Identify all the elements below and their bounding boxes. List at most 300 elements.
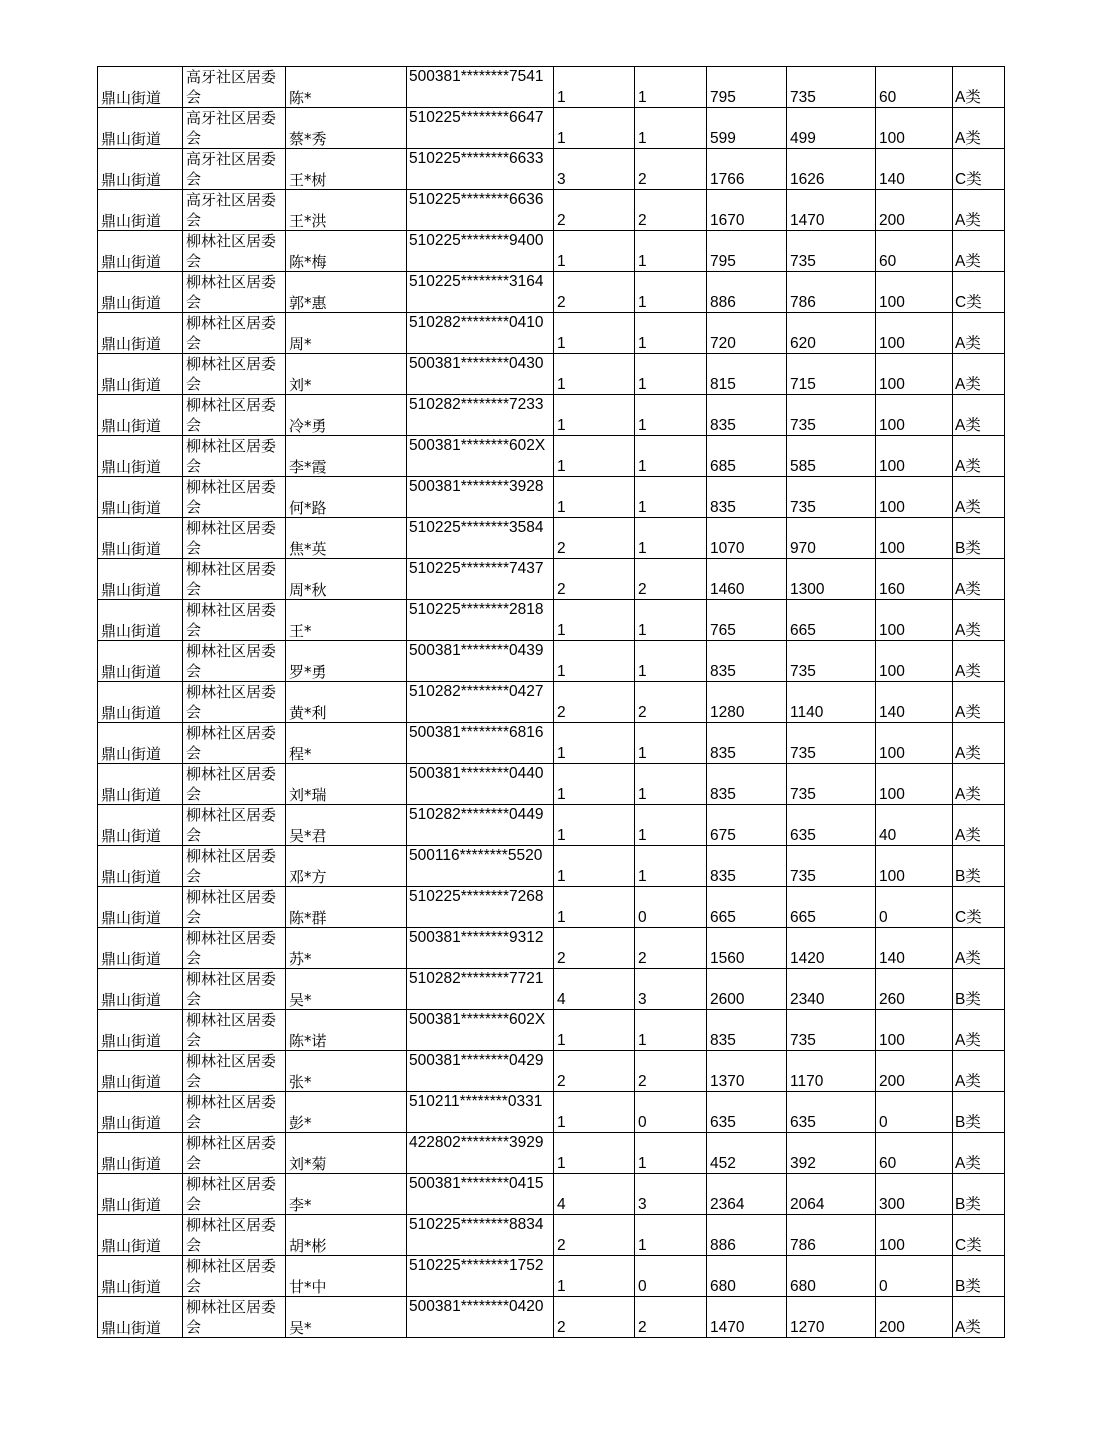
cell-community: 柳林社区居委会 xyxy=(183,395,286,436)
cell-members: 1 xyxy=(554,1010,635,1051)
cell-community: 柳林社区居委会 xyxy=(183,231,286,272)
cell-name: 张* xyxy=(286,1051,407,1092)
cell-members: 1 xyxy=(554,436,635,477)
cell-id: 510282********7721 xyxy=(407,969,554,1010)
cell-street: 鼎山街道 xyxy=(98,846,183,887)
cell-pay: 620 xyxy=(787,313,876,354)
cell-total: 835 xyxy=(707,395,787,436)
cell-total: 795 xyxy=(707,231,787,272)
cell-subsidy: 140 xyxy=(876,928,953,969)
cell-category: A类 xyxy=(953,1051,1005,1092)
cell-subsidy: 300 xyxy=(876,1174,953,1215)
cell-category: C类 xyxy=(953,272,1005,313)
cell-total: 835 xyxy=(707,764,787,805)
table-row xyxy=(98,395,1005,436)
table-row xyxy=(98,1092,1005,1133)
cell-street: 鼎山街道 xyxy=(98,1092,183,1133)
cell-id: 510225********3164 xyxy=(407,272,554,313)
cell-id: 500381********0429 xyxy=(407,1051,554,1092)
cell-insured: 3 xyxy=(635,969,707,1010)
table-row xyxy=(98,190,1005,231)
cell-street: 鼎山街道 xyxy=(98,969,183,1010)
cell-category: A类 xyxy=(953,108,1005,149)
cell-insured: 0 xyxy=(635,1256,707,1297)
cell-subsidy: 40 xyxy=(876,805,953,846)
cell-name: 罗*勇 xyxy=(286,641,407,682)
cell-name: 陈* xyxy=(286,67,407,108)
cell-community: 柳林社区居委会 xyxy=(183,1092,286,1133)
cell-total: 675 xyxy=(707,805,787,846)
cell-street: 鼎山街道 xyxy=(98,1133,183,1174)
cell-pay: 970 xyxy=(787,518,876,559)
cell-pay: 786 xyxy=(787,272,876,313)
cell-name: 甘*中 xyxy=(286,1256,407,1297)
cell-subsidy: 100 xyxy=(876,846,953,887)
cell-street: 鼎山街道 xyxy=(98,682,183,723)
cell-total: 635 xyxy=(707,1092,787,1133)
cell-pay: 715 xyxy=(787,354,876,395)
cell-total: 886 xyxy=(707,1215,787,1256)
cell-insured: 1 xyxy=(635,518,707,559)
cell-total: 1460 xyxy=(707,559,787,600)
cell-pay: 1270 xyxy=(787,1297,876,1338)
cell-id: 500381********0439 xyxy=(407,641,554,682)
cell-street: 鼎山街道 xyxy=(98,1256,183,1297)
cell-id: 500381********3928 xyxy=(407,477,554,518)
cell-category: A类 xyxy=(953,67,1005,108)
cell-community: 柳林社区居委会 xyxy=(183,846,286,887)
cell-total: 599 xyxy=(707,108,787,149)
table-row xyxy=(98,67,1005,108)
cell-community: 柳林社区居委会 xyxy=(183,969,286,1010)
cell-id: 510225********9400 xyxy=(407,231,554,272)
data-table xyxy=(97,66,1005,1338)
cell-id: 500381********0430 xyxy=(407,354,554,395)
cell-id: 510225********7268 xyxy=(407,887,554,928)
cell-community: 柳林社区居委会 xyxy=(183,559,286,600)
cell-members: 1 xyxy=(554,600,635,641)
cell-name: 陈*梅 xyxy=(286,231,407,272)
cell-insured: 1 xyxy=(635,67,707,108)
cell-id: 500116********5520 xyxy=(407,846,554,887)
cell-members: 1 xyxy=(554,395,635,436)
cell-name: 苏* xyxy=(286,928,407,969)
cell-members: 2 xyxy=(554,559,635,600)
cell-community: 柳林社区居委会 xyxy=(183,764,286,805)
cell-name: 邓*方 xyxy=(286,846,407,887)
cell-total: 886 xyxy=(707,272,787,313)
table-row xyxy=(98,887,1005,928)
cell-total: 835 xyxy=(707,1010,787,1051)
cell-street: 鼎山街道 xyxy=(98,887,183,928)
cell-category: A类 xyxy=(953,805,1005,846)
cell-total: 720 xyxy=(707,313,787,354)
cell-category: A类 xyxy=(953,1133,1005,1174)
cell-community: 柳林社区居委会 xyxy=(183,1051,286,1092)
cell-total: 1670 xyxy=(707,190,787,231)
cell-name: 陈*诺 xyxy=(286,1010,407,1051)
cell-members: 2 xyxy=(554,928,635,969)
cell-name: 刘*菊 xyxy=(286,1133,407,1174)
cell-street: 鼎山街道 xyxy=(98,723,183,764)
cell-pay: 499 xyxy=(787,108,876,149)
cell-id: 500381********602X xyxy=(407,436,554,477)
cell-name: 蔡*秀 xyxy=(286,108,407,149)
cell-insured: 1 xyxy=(635,805,707,846)
cell-community: 柳林社区居委会 xyxy=(183,1174,286,1215)
cell-community: 高牙社区居委会 xyxy=(183,190,286,231)
table-row xyxy=(98,928,1005,969)
cell-name: 何*路 xyxy=(286,477,407,518)
cell-total: 2600 xyxy=(707,969,787,1010)
cell-name: 周* xyxy=(286,313,407,354)
cell-community: 柳林社区居委会 xyxy=(183,354,286,395)
cell-total: 452 xyxy=(707,1133,787,1174)
cell-id: 500381********0420 xyxy=(407,1297,554,1338)
cell-pay: 392 xyxy=(787,1133,876,1174)
table-row xyxy=(98,149,1005,190)
cell-category: A类 xyxy=(953,928,1005,969)
cell-members: 1 xyxy=(554,108,635,149)
cell-street: 鼎山街道 xyxy=(98,395,183,436)
cell-name: 刘*瑞 xyxy=(286,764,407,805)
cell-name: 刘* xyxy=(286,354,407,395)
cell-insured: 2 xyxy=(635,928,707,969)
cell-subsidy: 100 xyxy=(876,764,953,805)
cell-members: 4 xyxy=(554,969,635,1010)
cell-total: 795 xyxy=(707,67,787,108)
cell-pay: 1170 xyxy=(787,1051,876,1092)
cell-category: B类 xyxy=(953,1174,1005,1215)
cell-members: 1 xyxy=(554,231,635,272)
cell-total: 1280 xyxy=(707,682,787,723)
cell-street: 鼎山街道 xyxy=(98,518,183,559)
cell-id: 500381********0415 xyxy=(407,1174,554,1215)
cell-id: 510282********0449 xyxy=(407,805,554,846)
cell-category: A类 xyxy=(953,723,1005,764)
cell-name: 王* xyxy=(286,600,407,641)
cell-subsidy: 100 xyxy=(876,600,953,641)
cell-category: A类 xyxy=(953,641,1005,682)
cell-id: 510282********0410 xyxy=(407,313,554,354)
cell-street: 鼎山街道 xyxy=(98,641,183,682)
cell-subsidy: 100 xyxy=(876,108,953,149)
cell-members: 1 xyxy=(554,846,635,887)
cell-id: 500381********0440 xyxy=(407,764,554,805)
cell-id: 510225********8834 xyxy=(407,1215,554,1256)
cell-members: 2 xyxy=(554,1297,635,1338)
cell-total: 680 xyxy=(707,1256,787,1297)
cell-id: 510225********7437 xyxy=(407,559,554,600)
table-row xyxy=(98,1174,1005,1215)
cell-community: 高牙社区居委会 xyxy=(183,149,286,190)
cell-members: 4 xyxy=(554,1174,635,1215)
cell-insured: 1 xyxy=(635,395,707,436)
cell-insured: 2 xyxy=(635,190,707,231)
cell-community: 高牙社区居委会 xyxy=(183,67,286,108)
cell-id: 510225********3584 xyxy=(407,518,554,559)
cell-category: A类 xyxy=(953,395,1005,436)
cell-pay: 1300 xyxy=(787,559,876,600)
cell-subsidy: 100 xyxy=(876,723,953,764)
cell-id: 510282********0427 xyxy=(407,682,554,723)
cell-street: 鼎山街道 xyxy=(98,313,183,354)
cell-category: A类 xyxy=(953,1010,1005,1051)
cell-community: 柳林社区居委会 xyxy=(183,887,286,928)
cell-pay: 735 xyxy=(787,723,876,764)
cell-members: 2 xyxy=(554,518,635,559)
cell-community: 柳林社区居委会 xyxy=(183,477,286,518)
cell-insured: 1 xyxy=(635,723,707,764)
cell-subsidy: 100 xyxy=(876,477,953,518)
cell-subsidy: 100 xyxy=(876,518,953,559)
cell-members: 1 xyxy=(554,1133,635,1174)
table-row xyxy=(98,436,1005,477)
cell-name: 彭* xyxy=(286,1092,407,1133)
cell-community: 柳林社区居委会 xyxy=(183,928,286,969)
cell-community: 柳林社区居委会 xyxy=(183,436,286,477)
cell-subsidy: 0 xyxy=(876,1092,953,1133)
cell-members: 1 xyxy=(554,313,635,354)
table-row xyxy=(98,559,1005,600)
cell-total: 765 xyxy=(707,600,787,641)
cell-community: 柳林社区居委会 xyxy=(183,1297,286,1338)
cell-community: 高牙社区居委会 xyxy=(183,108,286,149)
cell-id: 510225********6647 xyxy=(407,108,554,149)
cell-community: 柳林社区居委会 xyxy=(183,313,286,354)
cell-subsidy: 100 xyxy=(876,354,953,395)
cell-name: 周*秋 xyxy=(286,559,407,600)
cell-insured: 1 xyxy=(635,436,707,477)
cell-subsidy: 60 xyxy=(876,231,953,272)
cell-insured: 2 xyxy=(635,682,707,723)
cell-subsidy: 100 xyxy=(876,1010,953,1051)
cell-insured: 2 xyxy=(635,1297,707,1338)
cell-total: 835 xyxy=(707,477,787,518)
cell-total: 1370 xyxy=(707,1051,787,1092)
cell-members: 1 xyxy=(554,723,635,764)
cell-id: 510225********2818 xyxy=(407,600,554,641)
cell-members: 2 xyxy=(554,190,635,231)
table-row xyxy=(98,600,1005,641)
cell-subsidy: 160 xyxy=(876,559,953,600)
cell-insured: 1 xyxy=(635,1010,707,1051)
cell-members: 1 xyxy=(554,887,635,928)
cell-street: 鼎山街道 xyxy=(98,600,183,641)
cell-members: 2 xyxy=(554,272,635,313)
cell-members: 1 xyxy=(554,67,635,108)
cell-pay: 1420 xyxy=(787,928,876,969)
cell-street: 鼎山街道 xyxy=(98,477,183,518)
cell-pay: 680 xyxy=(787,1256,876,1297)
table-row xyxy=(98,805,1005,846)
cell-members: 2 xyxy=(554,682,635,723)
cell-community: 柳林社区居委会 xyxy=(183,1215,286,1256)
cell-id: 510225********6633 xyxy=(407,149,554,190)
cell-community: 柳林社区居委会 xyxy=(183,682,286,723)
cell-pay: 665 xyxy=(787,887,876,928)
table-row xyxy=(98,723,1005,764)
cell-subsidy: 140 xyxy=(876,149,953,190)
cell-category: A类 xyxy=(953,231,1005,272)
cell-name: 王*洪 xyxy=(286,190,407,231)
cell-members: 2 xyxy=(554,1051,635,1092)
cell-subsidy: 140 xyxy=(876,682,953,723)
cell-subsidy: 0 xyxy=(876,1256,953,1297)
table-row xyxy=(98,1215,1005,1256)
cell-category: A类 xyxy=(953,764,1005,805)
cell-subsidy: 100 xyxy=(876,1215,953,1256)
cell-name: 郭*惠 xyxy=(286,272,407,313)
cell-category: B类 xyxy=(953,969,1005,1010)
cell-community: 柳林社区居委会 xyxy=(183,723,286,764)
cell-category: A类 xyxy=(953,436,1005,477)
cell-subsidy: 100 xyxy=(876,641,953,682)
table-row xyxy=(98,846,1005,887)
cell-street: 鼎山街道 xyxy=(98,1010,183,1051)
cell-pay: 2064 xyxy=(787,1174,876,1215)
cell-category: A类 xyxy=(953,354,1005,395)
cell-name: 吴* xyxy=(286,969,407,1010)
cell-street: 鼎山街道 xyxy=(98,1051,183,1092)
cell-category: A类 xyxy=(953,682,1005,723)
cell-name: 吴*君 xyxy=(286,805,407,846)
cell-pay: 735 xyxy=(787,641,876,682)
cell-street: 鼎山街道 xyxy=(98,272,183,313)
table-row xyxy=(98,313,1005,354)
table-row xyxy=(98,1133,1005,1174)
cell-insured: 2 xyxy=(635,1051,707,1092)
table-row xyxy=(98,764,1005,805)
cell-pay: 635 xyxy=(787,1092,876,1133)
cell-total: 665 xyxy=(707,887,787,928)
cell-subsidy: 60 xyxy=(876,67,953,108)
cell-street: 鼎山街道 xyxy=(98,190,183,231)
cell-street: 鼎山街道 xyxy=(98,1215,183,1256)
cell-total: 815 xyxy=(707,354,787,395)
cell-insured: 1 xyxy=(635,108,707,149)
cell-name: 冷*勇 xyxy=(286,395,407,436)
cell-pay: 735 xyxy=(787,67,876,108)
cell-insured: 1 xyxy=(635,764,707,805)
table-row xyxy=(98,477,1005,518)
cell-community: 柳林社区居委会 xyxy=(183,518,286,559)
cell-community: 柳林社区居委会 xyxy=(183,805,286,846)
cell-insured: 1 xyxy=(635,846,707,887)
cell-subsidy: 60 xyxy=(876,1133,953,1174)
cell-community: 柳林社区居委会 xyxy=(183,641,286,682)
cell-pay: 2340 xyxy=(787,969,876,1010)
table-row xyxy=(98,108,1005,149)
cell-street: 鼎山街道 xyxy=(98,67,183,108)
cell-street: 鼎山街道 xyxy=(98,108,183,149)
cell-insured: 1 xyxy=(635,600,707,641)
table-row xyxy=(98,354,1005,395)
cell-members: 1 xyxy=(554,1092,635,1133)
cell-subsidy: 0 xyxy=(876,887,953,928)
cell-pay: 635 xyxy=(787,805,876,846)
cell-insured: 3 xyxy=(635,1174,707,1215)
cell-street: 鼎山街道 xyxy=(98,436,183,477)
cell-subsidy: 100 xyxy=(876,272,953,313)
cell-id: 500381********602X xyxy=(407,1010,554,1051)
cell-id: 500381********9312 xyxy=(407,928,554,969)
cell-total: 835 xyxy=(707,641,787,682)
cell-pay: 735 xyxy=(787,477,876,518)
cell-category: B类 xyxy=(953,846,1005,887)
cell-community: 柳林社区居委会 xyxy=(183,1010,286,1051)
cell-insured: 2 xyxy=(635,559,707,600)
cell-name: 李* xyxy=(286,1174,407,1215)
table-row xyxy=(98,1256,1005,1297)
cell-name: 黄*利 xyxy=(286,682,407,723)
cell-pay: 786 xyxy=(787,1215,876,1256)
table-row xyxy=(98,682,1005,723)
cell-category: B类 xyxy=(953,1256,1005,1297)
table-row xyxy=(98,272,1005,313)
cell-insured: 1 xyxy=(635,1215,707,1256)
cell-members: 1 xyxy=(554,1256,635,1297)
cell-category: C类 xyxy=(953,887,1005,928)
cell-total: 1560 xyxy=(707,928,787,969)
cell-name: 王*树 xyxy=(286,149,407,190)
table-row xyxy=(98,518,1005,559)
cell-street: 鼎山街道 xyxy=(98,1297,183,1338)
cell-category: A类 xyxy=(953,190,1005,231)
table-row xyxy=(98,641,1005,682)
cell-total: 835 xyxy=(707,723,787,764)
cell-members: 1 xyxy=(554,477,635,518)
cell-total: 1070 xyxy=(707,518,787,559)
cell-id: 510225********1752 xyxy=(407,1256,554,1297)
cell-category: C类 xyxy=(953,1215,1005,1256)
table-row xyxy=(98,1297,1005,1338)
cell-street: 鼎山街道 xyxy=(98,354,183,395)
cell-insured: 1 xyxy=(635,272,707,313)
table-row xyxy=(98,969,1005,1010)
cell-subsidy: 100 xyxy=(876,395,953,436)
cell-pay: 1626 xyxy=(787,149,876,190)
cell-community: 柳林社区居委会 xyxy=(183,272,286,313)
cell-street: 鼎山街道 xyxy=(98,928,183,969)
cell-subsidy: 200 xyxy=(876,190,953,231)
cell-name: 胡*彬 xyxy=(286,1215,407,1256)
cell-street: 鼎山街道 xyxy=(98,149,183,190)
cell-category: A类 xyxy=(953,600,1005,641)
cell-category: A类 xyxy=(953,313,1005,354)
cell-id: 500381********7541 xyxy=(407,67,554,108)
cell-pay: 735 xyxy=(787,1010,876,1051)
cell-subsidy: 200 xyxy=(876,1051,953,1092)
cell-total: 835 xyxy=(707,846,787,887)
cell-total: 1766 xyxy=(707,149,787,190)
cell-insured: 1 xyxy=(635,313,707,354)
cell-subsidy: 100 xyxy=(876,313,953,354)
cell-id: 422802********3929 xyxy=(407,1133,554,1174)
table-row xyxy=(98,1010,1005,1051)
cell-name: 吴* xyxy=(286,1297,407,1338)
cell-members: 2 xyxy=(554,1215,635,1256)
cell-pay: 735 xyxy=(787,846,876,887)
cell-subsidy: 100 xyxy=(876,436,953,477)
cell-total: 1470 xyxy=(707,1297,787,1338)
cell-subsidy: 260 xyxy=(876,969,953,1010)
cell-pay: 735 xyxy=(787,764,876,805)
cell-street: 鼎山街道 xyxy=(98,231,183,272)
cell-total: 685 xyxy=(707,436,787,477)
cell-street: 鼎山街道 xyxy=(98,559,183,600)
cell-name: 陈*群 xyxy=(286,887,407,928)
